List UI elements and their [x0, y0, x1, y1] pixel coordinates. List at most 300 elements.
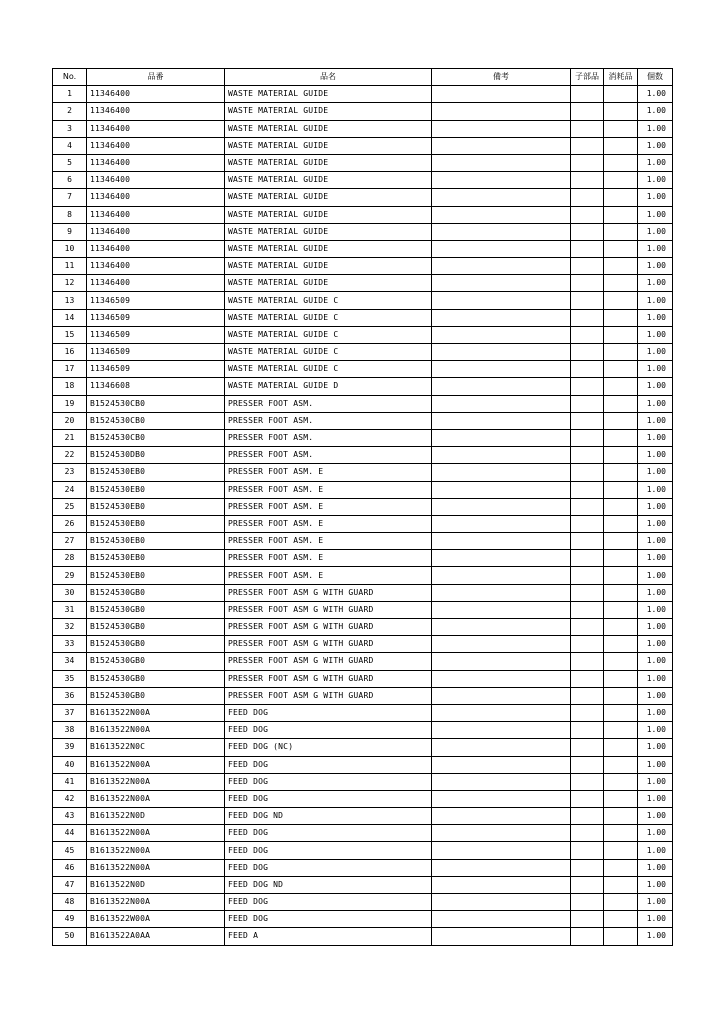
consumable-cell — [604, 533, 638, 550]
part-name: PRESSER FOOT ASM G WITH GUARD — [225, 670, 432, 687]
consumable-cell — [604, 447, 638, 464]
child-part-cell — [571, 876, 604, 893]
quantity: 1.00 — [638, 876, 673, 893]
row-number: 15 — [53, 326, 87, 343]
part-code: B1524530GB0 — [87, 670, 225, 687]
consumable-cell — [604, 670, 638, 687]
part-name: FEED DOG — [225, 825, 432, 842]
consumable-cell — [604, 567, 638, 584]
row-number: 34 — [53, 653, 87, 670]
child-part-cell — [571, 825, 604, 842]
consumable-cell — [604, 154, 638, 171]
child-part-cell — [571, 464, 604, 481]
header-remarks: 備考 — [432, 69, 571, 86]
table-row — [53, 687, 673, 704]
child-part-cell — [571, 361, 604, 378]
table-row — [53, 584, 673, 601]
part-name: PRESSER FOOT ASM. E — [225, 567, 432, 584]
quantity: 1.00 — [638, 206, 673, 223]
part-code: 11346400 — [87, 189, 225, 206]
part-code: B1613522N00A — [87, 825, 225, 842]
table-row — [53, 515, 673, 532]
parts-list-sheet — [52, 68, 672, 946]
remarks-cell — [432, 601, 571, 618]
consumable-cell — [604, 894, 638, 911]
part-name: WASTE MATERIAL GUIDE — [225, 240, 432, 257]
part-name: FEED DOG — [225, 722, 432, 739]
part-code: B1524530GB0 — [87, 636, 225, 653]
child-part-cell — [571, 722, 604, 739]
part-name: FEED DOG ND — [225, 808, 432, 825]
table-row — [53, 464, 673, 481]
row-number: 41 — [53, 773, 87, 790]
part-code: B1524530EB0 — [87, 481, 225, 498]
table-row — [53, 447, 673, 464]
part-code: 11346400 — [87, 154, 225, 171]
child-part-cell — [571, 258, 604, 275]
consumable-cell — [604, 464, 638, 481]
consumable-cell — [604, 86, 638, 103]
table-row — [53, 601, 673, 618]
table-row — [53, 550, 673, 567]
consumable-cell — [604, 378, 638, 395]
remarks-cell — [432, 86, 571, 103]
part-code: B1613522N00A — [87, 859, 225, 876]
quantity: 1.00 — [638, 842, 673, 859]
row-number: 19 — [53, 395, 87, 412]
table-row — [53, 292, 673, 309]
child-part-cell — [571, 292, 604, 309]
quantity: 1.00 — [638, 361, 673, 378]
remarks-cell — [432, 447, 571, 464]
consumable-cell — [604, 103, 638, 120]
remarks-cell — [432, 911, 571, 928]
remarks-cell — [432, 619, 571, 636]
table-row — [53, 154, 673, 171]
part-name: FEED DOG — [225, 911, 432, 928]
table-row — [53, 429, 673, 446]
table-row — [53, 894, 673, 911]
quantity: 1.00 — [638, 567, 673, 584]
consumable-cell — [604, 619, 638, 636]
part-name: PRESSER FOOT ASM. E — [225, 550, 432, 567]
part-code: B1524530CB0 — [87, 395, 225, 412]
part-code: B1524530GB0 — [87, 653, 225, 670]
part-name: WASTE MATERIAL GUIDE C — [225, 361, 432, 378]
quantity: 1.00 — [638, 429, 673, 446]
part-name: WASTE MATERIAL GUIDE — [225, 189, 432, 206]
remarks-cell — [432, 584, 571, 601]
part-name: WASTE MATERIAL GUIDE — [225, 223, 432, 240]
consumable-cell — [604, 309, 638, 326]
part-code: 11346400 — [87, 120, 225, 137]
quantity: 1.00 — [638, 636, 673, 653]
child-part-cell — [571, 790, 604, 807]
part-name: PRESSER FOOT ASM. — [225, 395, 432, 412]
consumable-cell — [604, 515, 638, 532]
row-number: 7 — [53, 189, 87, 206]
remarks-cell — [432, 429, 571, 446]
child-part-cell — [571, 86, 604, 103]
remarks-cell — [432, 550, 571, 567]
table-row — [53, 739, 673, 756]
child-part-cell — [571, 894, 604, 911]
child-part-cell — [571, 172, 604, 189]
part-name: WASTE MATERIAL GUIDE — [225, 154, 432, 171]
part-name: FEED A — [225, 928, 432, 945]
remarks-cell — [432, 756, 571, 773]
part-code: B1613522W00A — [87, 911, 225, 928]
consumable-cell — [604, 498, 638, 515]
part-name: PRESSER FOOT ASM G WITH GUARD — [225, 619, 432, 636]
table-row — [53, 911, 673, 928]
quantity: 1.00 — [638, 378, 673, 395]
quantity: 1.00 — [638, 704, 673, 721]
part-code: 11346509 — [87, 361, 225, 378]
part-name: WASTE MATERIAL GUIDE — [225, 275, 432, 292]
row-number: 17 — [53, 361, 87, 378]
row-number: 11 — [53, 258, 87, 275]
part-code: B1524530GB0 — [87, 584, 225, 601]
remarks-cell — [432, 154, 571, 171]
remarks-cell — [432, 533, 571, 550]
quantity: 1.00 — [638, 464, 673, 481]
consumable-cell — [604, 704, 638, 721]
quantity: 1.00 — [638, 670, 673, 687]
part-code: B1613522N00A — [87, 756, 225, 773]
part-code: B1524530EB0 — [87, 550, 225, 567]
header-quantity: 個数 — [638, 69, 673, 86]
child-part-cell — [571, 533, 604, 550]
part-code: B1524530EB0 — [87, 464, 225, 481]
consumable-cell — [604, 842, 638, 859]
remarks-cell — [432, 464, 571, 481]
remarks-cell — [432, 240, 571, 257]
child-part-cell — [571, 670, 604, 687]
remarks-cell — [432, 636, 571, 653]
child-part-cell — [571, 515, 604, 532]
row-number: 25 — [53, 498, 87, 515]
child-part-cell — [571, 326, 604, 343]
remarks-cell — [432, 687, 571, 704]
part-name: PRESSER FOOT ASM G WITH GUARD — [225, 687, 432, 704]
row-number: 32 — [53, 619, 87, 636]
table-row — [53, 172, 673, 189]
part-name: WASTE MATERIAL GUIDE — [225, 206, 432, 223]
part-code: B1524530EB0 — [87, 498, 225, 515]
table-row — [53, 928, 673, 945]
consumable-cell — [604, 206, 638, 223]
part-code: 11346400 — [87, 137, 225, 154]
consumable-cell — [604, 739, 638, 756]
row-number: 28 — [53, 550, 87, 567]
remarks-cell — [432, 773, 571, 790]
remarks-cell — [432, 412, 571, 429]
quantity: 1.00 — [638, 790, 673, 807]
part-name: PRESSER FOOT ASM. — [225, 447, 432, 464]
remarks-cell — [432, 326, 571, 343]
part-code: 11346400 — [87, 86, 225, 103]
row-number: 5 — [53, 154, 87, 171]
remarks-cell — [432, 567, 571, 584]
part-code: 11346400 — [87, 258, 225, 275]
child-part-cell — [571, 756, 604, 773]
row-number: 13 — [53, 292, 87, 309]
table-row — [53, 756, 673, 773]
part-code: B1613522N0C — [87, 739, 225, 756]
remarks-cell — [432, 653, 571, 670]
quantity: 1.00 — [638, 550, 673, 567]
table-row — [53, 258, 673, 275]
quantity: 1.00 — [638, 773, 673, 790]
row-number: 29 — [53, 567, 87, 584]
consumable-cell — [604, 361, 638, 378]
child-part-cell — [571, 619, 604, 636]
quantity: 1.00 — [638, 653, 673, 670]
consumable-cell — [604, 172, 638, 189]
row-number: 16 — [53, 344, 87, 361]
table-row — [53, 326, 673, 343]
consumable-cell — [604, 756, 638, 773]
remarks-cell — [432, 120, 571, 137]
part-code: B1524530GB0 — [87, 619, 225, 636]
row-number: 45 — [53, 842, 87, 859]
child-part-cell — [571, 773, 604, 790]
remarks-cell — [432, 395, 571, 412]
table-row — [53, 103, 673, 120]
quantity: 1.00 — [638, 292, 673, 309]
quantity: 1.00 — [638, 172, 673, 189]
child-part-cell — [571, 911, 604, 928]
consumable-cell — [604, 275, 638, 292]
remarks-cell — [432, 739, 571, 756]
quantity: 1.00 — [638, 86, 673, 103]
table-row — [53, 361, 673, 378]
row-number: 2 — [53, 103, 87, 120]
part-name: FEED DOG — [225, 842, 432, 859]
row-number: 38 — [53, 722, 87, 739]
child-part-cell — [571, 636, 604, 653]
consumable-cell — [604, 911, 638, 928]
table-row — [53, 240, 673, 257]
part-name: PRESSER FOOT ASM. E — [225, 498, 432, 515]
table-row — [53, 412, 673, 429]
row-number: 23 — [53, 464, 87, 481]
child-part-cell — [571, 412, 604, 429]
part-code: B1524530EB0 — [87, 515, 225, 532]
part-name: FEED DOG — [225, 790, 432, 807]
consumable-cell — [604, 859, 638, 876]
child-part-cell — [571, 206, 604, 223]
row-number: 27 — [53, 533, 87, 550]
header-consumable: 消耗品 — [604, 69, 638, 86]
part-code: 11346400 — [87, 223, 225, 240]
consumable-cell — [604, 636, 638, 653]
part-code: 11346400 — [87, 103, 225, 120]
consumable-cell — [604, 189, 638, 206]
child-part-cell — [571, 240, 604, 257]
row-number: 46 — [53, 859, 87, 876]
remarks-cell — [432, 790, 571, 807]
child-part-cell — [571, 189, 604, 206]
remarks-cell — [432, 258, 571, 275]
table-row — [53, 825, 673, 842]
row-number: 40 — [53, 756, 87, 773]
child-part-cell — [571, 429, 604, 446]
remarks-cell — [432, 103, 571, 120]
row-number: 22 — [53, 447, 87, 464]
child-part-cell — [571, 447, 604, 464]
remarks-cell — [432, 378, 571, 395]
row-number: 20 — [53, 412, 87, 429]
part-code: B1613522N00A — [87, 894, 225, 911]
row-number: 14 — [53, 309, 87, 326]
table-row — [53, 842, 673, 859]
remarks-cell — [432, 808, 571, 825]
quantity: 1.00 — [638, 189, 673, 206]
table-row — [53, 137, 673, 154]
child-part-cell — [571, 275, 604, 292]
quantity: 1.00 — [638, 584, 673, 601]
row-number: 39 — [53, 739, 87, 756]
consumable-cell — [604, 481, 638, 498]
remarks-cell — [432, 842, 571, 859]
remarks-cell — [432, 172, 571, 189]
part-code: 11346608 — [87, 378, 225, 395]
child-part-cell — [571, 498, 604, 515]
row-number: 18 — [53, 378, 87, 395]
remarks-cell — [432, 876, 571, 893]
header-part-name: 品名 — [225, 69, 432, 86]
part-name: PRESSER FOOT ASM. E — [225, 515, 432, 532]
remarks-cell — [432, 670, 571, 687]
child-part-cell — [571, 154, 604, 171]
row-number: 9 — [53, 223, 87, 240]
table-row — [53, 378, 673, 395]
child-part-cell — [571, 584, 604, 601]
table-row — [53, 223, 673, 240]
row-number: 6 — [53, 172, 87, 189]
quantity: 1.00 — [638, 240, 673, 257]
remarks-cell — [432, 498, 571, 515]
part-code: B1524530CB0 — [87, 412, 225, 429]
remarks-cell — [432, 894, 571, 911]
part-name: FEED DOG — [225, 704, 432, 721]
row-number: 36 — [53, 687, 87, 704]
child-part-cell — [571, 842, 604, 859]
child-part-cell — [571, 550, 604, 567]
consumable-cell — [604, 687, 638, 704]
part-code: 11346509 — [87, 344, 225, 361]
consumable-cell — [604, 344, 638, 361]
consumable-cell — [604, 137, 638, 154]
quantity: 1.00 — [638, 326, 673, 343]
part-name: FEED DOG — [225, 859, 432, 876]
quantity: 1.00 — [638, 481, 673, 498]
part-code: B1613522N0D — [87, 808, 225, 825]
quantity: 1.00 — [638, 533, 673, 550]
remarks-cell — [432, 292, 571, 309]
quantity: 1.00 — [638, 412, 673, 429]
row-number: 12 — [53, 275, 87, 292]
remarks-cell — [432, 928, 571, 945]
child-part-cell — [571, 859, 604, 876]
remarks-cell — [432, 189, 571, 206]
child-part-cell — [571, 687, 604, 704]
quantity: 1.00 — [638, 911, 673, 928]
part-code: B1613522N00A — [87, 842, 225, 859]
child-part-cell — [571, 928, 604, 945]
remarks-cell — [432, 515, 571, 532]
quantity: 1.00 — [638, 756, 673, 773]
row-number: 48 — [53, 894, 87, 911]
table-row — [53, 498, 673, 515]
header-no: No. — [53, 69, 87, 86]
child-part-cell — [571, 704, 604, 721]
child-part-cell — [571, 395, 604, 412]
row-number: 3 — [53, 120, 87, 137]
remarks-cell — [432, 344, 571, 361]
part-code: B1524530CB0 — [87, 429, 225, 446]
part-code: 11346400 — [87, 206, 225, 223]
part-name: FEED DOG ND — [225, 876, 432, 893]
child-part-cell — [571, 601, 604, 618]
part-name: WASTE MATERIAL GUIDE — [225, 258, 432, 275]
table-row — [53, 876, 673, 893]
table-row — [53, 859, 673, 876]
remarks-cell — [432, 223, 571, 240]
quantity: 1.00 — [638, 859, 673, 876]
table-row — [53, 808, 673, 825]
table-header-row — [53, 69, 673, 86]
part-code: 11346400 — [87, 275, 225, 292]
consumable-cell — [604, 773, 638, 790]
table-row — [53, 533, 673, 550]
parts-table — [52, 68, 673, 946]
child-part-cell — [571, 223, 604, 240]
part-name: PRESSER FOOT ASM. E — [225, 464, 432, 481]
quantity: 1.00 — [638, 722, 673, 739]
quantity: 1.00 — [638, 928, 673, 945]
row-number: 37 — [53, 704, 87, 721]
part-code: B1524530EB0 — [87, 533, 225, 550]
part-code: B1524530GB0 — [87, 687, 225, 704]
part-name: PRESSER FOOT ASM G WITH GUARD — [225, 653, 432, 670]
part-name: WASTE MATERIAL GUIDE — [225, 172, 432, 189]
part-code: 11346509 — [87, 309, 225, 326]
consumable-cell — [604, 120, 638, 137]
part-code: B1613522N00A — [87, 704, 225, 721]
quantity: 1.00 — [638, 395, 673, 412]
consumable-cell — [604, 395, 638, 412]
part-name: WASTE MATERIAL GUIDE C — [225, 344, 432, 361]
child-part-cell — [571, 378, 604, 395]
quantity: 1.00 — [638, 739, 673, 756]
part-code: 11346400 — [87, 172, 225, 189]
table-row — [53, 773, 673, 790]
part-name: PRESSER FOOT ASM. — [225, 429, 432, 446]
quantity: 1.00 — [638, 154, 673, 171]
quantity: 1.00 — [638, 344, 673, 361]
row-number: 31 — [53, 601, 87, 618]
part-name: FEED DOG (NC) — [225, 739, 432, 756]
child-part-cell — [571, 653, 604, 670]
header-part-code: 品番 — [87, 69, 225, 86]
consumable-cell — [604, 240, 638, 257]
row-number: 30 — [53, 584, 87, 601]
part-name: PRESSER FOOT ASM G WITH GUARD — [225, 636, 432, 653]
quantity: 1.00 — [638, 619, 673, 636]
